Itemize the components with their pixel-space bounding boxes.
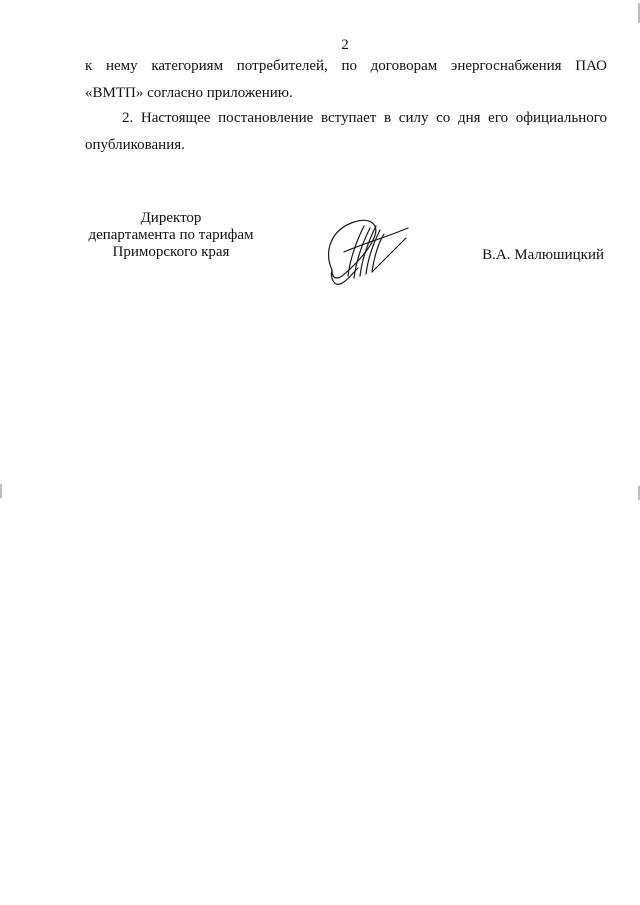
paragraph-1-line-1: к нему категориям потребителей, по договорам энергоснабжения ПАО — [85, 58, 607, 74]
paragraph-1 — [85, 53, 607, 107]
signatory-name: В.А. Малюшицкий — [482, 247, 604, 263]
paragraph-2-line-1 — [85, 105, 607, 132]
signatory-title-line-3: Приморского края — [112, 244, 230, 260]
page-number: 2 — [341, 37, 349, 53]
signatory-title-line-2: департамента по тарифам — [88, 227, 254, 243]
paragraph-1-line-2: «ВМТП» согласно приложению. — [85, 85, 293, 101]
scan-edge-mark — [0, 484, 2, 498]
paragraph-2-line-2: опубликования. — [85, 137, 185, 153]
paragraph-2 — [85, 105, 607, 159]
signatory-title — [76, 210, 266, 261]
paragraph-2-line-1-text: 2. Настоящее постановление вступает в силу со дня его официального — [122, 110, 607, 126]
handwritten-signature — [318, 212, 418, 292]
signatory-title-line-1: Директор — [140, 210, 202, 226]
